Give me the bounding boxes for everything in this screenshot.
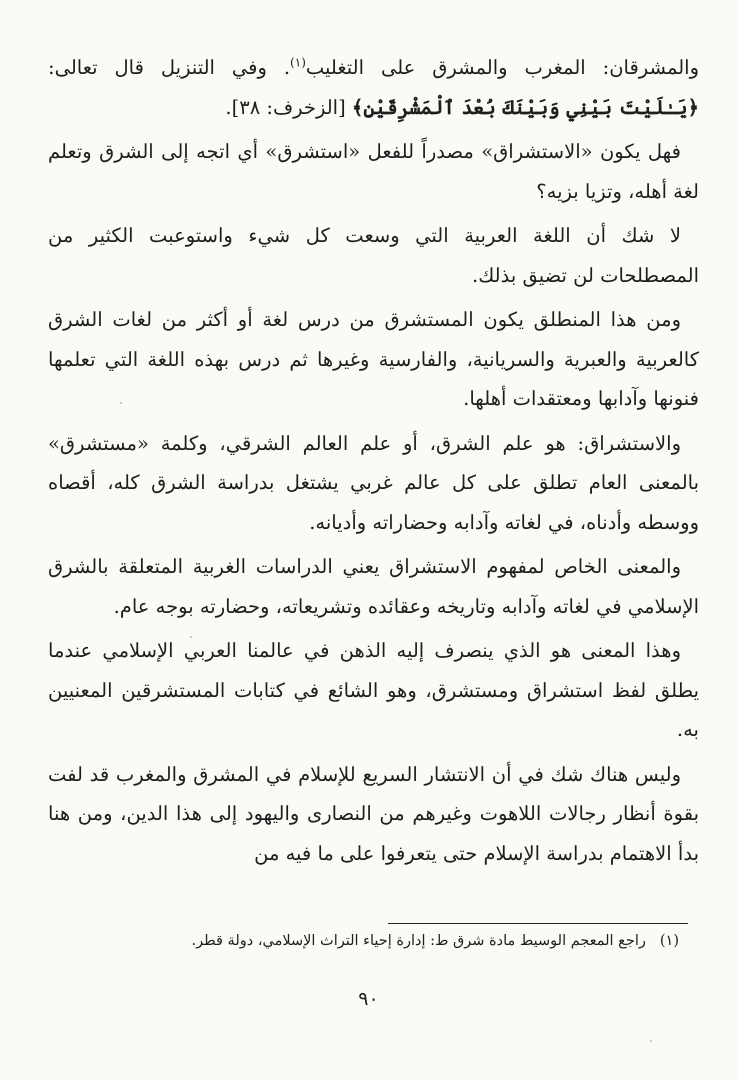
paragraph-text: والاستشراق: هو علم الشرق، أو علم العالم الشرقي، وكلمة «مستشرق» بالمعنى العام تطلق على كل عالم غربي يشتغل بدراسة الشرق كله، أقصاه ووسطه وأدناه، في لغاته وآدابه وحضاراته وأديانه. xyxy=(48,431,699,534)
main-text xyxy=(48,48,699,873)
footnote-separator xyxy=(388,923,688,924)
paragraph-8 xyxy=(48,755,699,874)
paragraph-text: ومن هذا المنطلق يكون المستشرق من درس لغة أو أكثر من لغات الشرق كالعربية والعبرية والسريانية، والفارسية وغيرها ثم درس بهذه اللغة التي تعلمها فنونها وآدابها ومعتقدات أهلها. xyxy=(48,308,699,410)
scan-speck xyxy=(650,1040,652,1042)
scan-speck xyxy=(120,402,122,404)
paragraph-4 xyxy=(48,300,699,419)
paragraph-1 xyxy=(48,48,699,127)
paragraph-3 xyxy=(48,216,699,295)
paragraph-text: فهل يكون «الاستشراق» مصدراً للفعل «استشرق» أي اتجه إلى الشرق وتعلم لغة أهله، وتزيا بزيه؟ xyxy=(48,140,699,203)
paragraph-2 xyxy=(48,132,699,211)
paragraph-6 xyxy=(48,547,699,626)
quran-verse: ﴿يَـٰلَيْتَ بَيْنِي وَبَيْنَكَ بُعْدَ ٱلْمَشْرِقَيْنِ﴾ xyxy=(351,95,699,119)
footnote xyxy=(48,928,679,954)
footnote-text: راجع المعجم الوسيط مادة شرق ط: إدارة إحياء التراث الإسلامي، دولة قطر. xyxy=(191,933,646,949)
paragraph-text: والمشرقان: المغرب والمشرق على التغليب xyxy=(305,56,699,79)
paragraph-text: والمعنى الخاص لمفهوم الاستشراق يعني الدراسات الغربية المتعلقة بالشرق الإسلامي في لغاته وآدابه وتاريخه وعقائده وتشريعاته، وحضارته بوجه عام. xyxy=(48,555,699,618)
paragraph-text: وليس هناك شك في أن الانتشار السريع للإسلام في المشرق والمغرب قد لفت بقوة أنظار رجالات اللاهوت وغيرهم من النصارى واليهود إلى هذا الدين، ومن هنا بدأ الاهتمام بدراسة الإسلام حتى يتعرفوا على ما فيه من xyxy=(48,762,699,865)
scan-speck xyxy=(190,636,192,638)
footnote-reference: (١) xyxy=(290,55,306,70)
paragraph-5 xyxy=(48,424,699,543)
paragraph-text: . وفي التنزيل قال تعالى: xyxy=(48,56,291,79)
paragraph-text: وهذا المعنى هو الذي ينصرف إليه الذهن في عالمنا العربي الإسلامي عندما يطلق لفظ استشراق ومستشرق، وهو الشائع في كتابات المستشرقين المعنيين به. xyxy=(48,639,699,741)
verse-citation: [الزخرف: ٣٨]. xyxy=(225,95,352,119)
page-number: ٩٠ xyxy=(358,988,379,1010)
paragraph-text: لا شك أن اللغة العربية التي وسعت كل شيء واستوعبت الكثير من المصطلحات لن تضيق بذلك. xyxy=(48,224,699,287)
paragraph-7 xyxy=(48,631,699,750)
footnote-number: (١) xyxy=(659,933,679,949)
